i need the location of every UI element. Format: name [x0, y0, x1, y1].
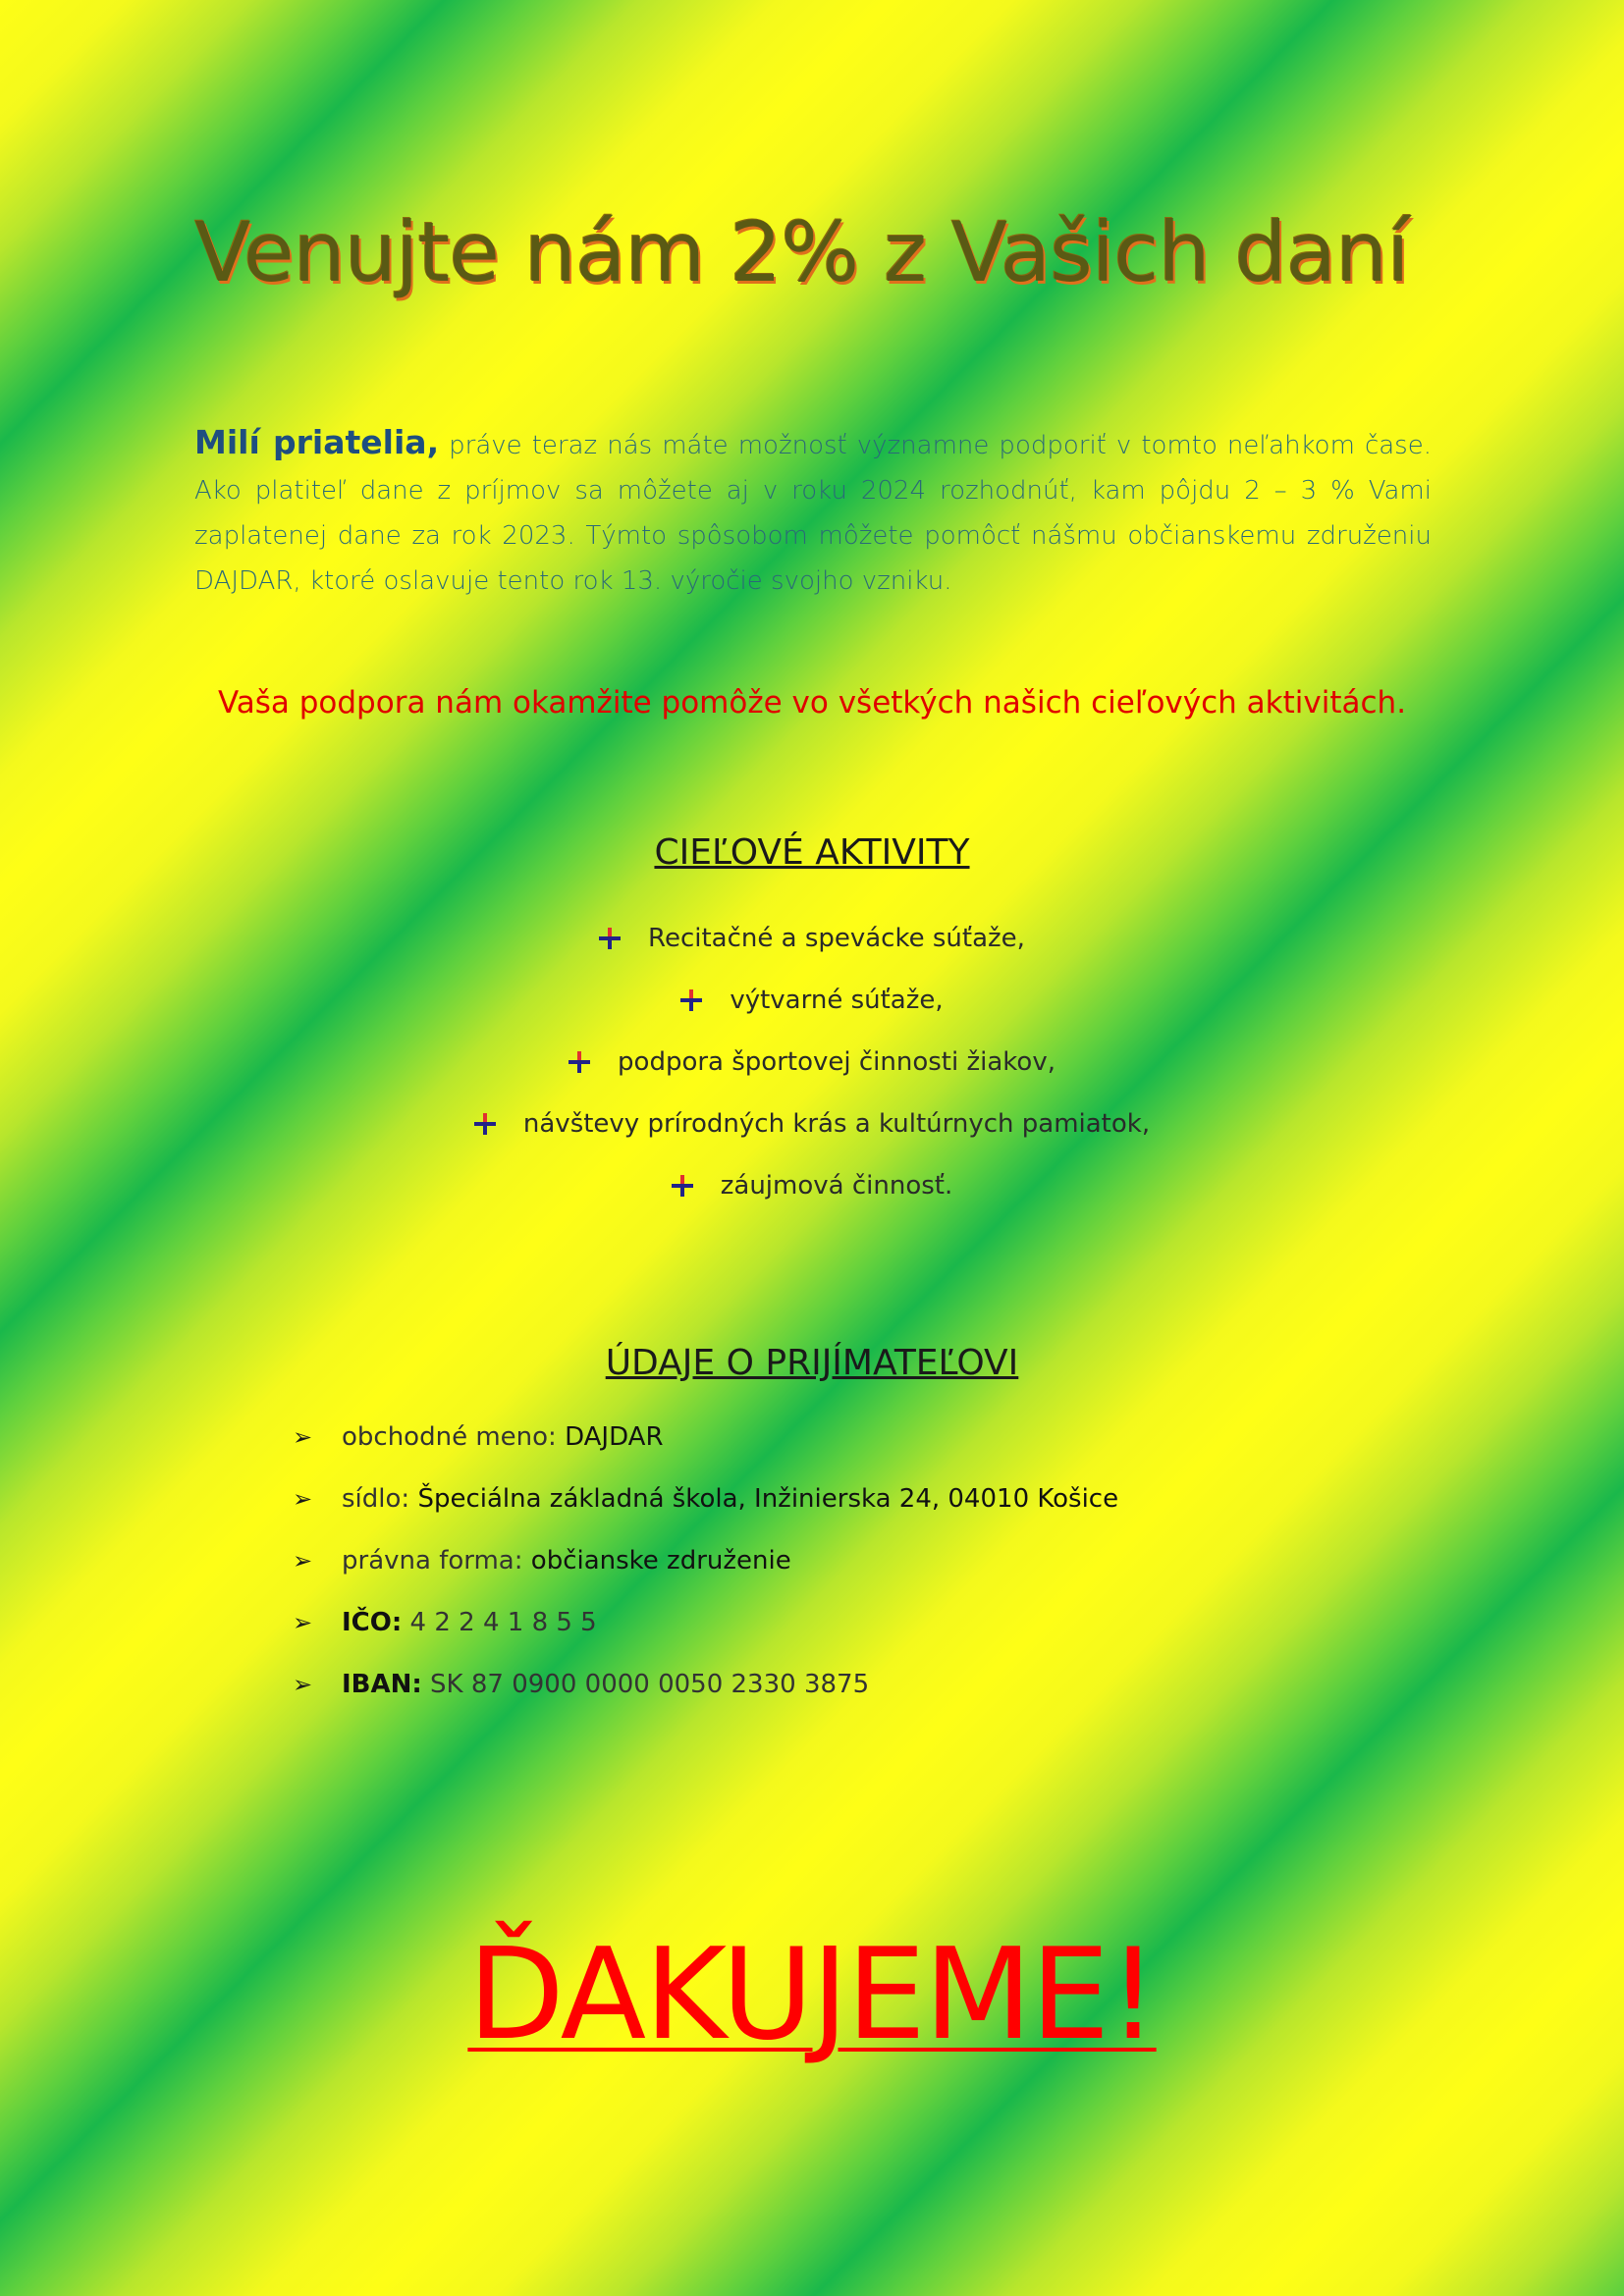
detail-value: občianske združenie	[530, 1545, 791, 1575]
arrowhead-bullet-icon: ➢	[293, 1670, 313, 1698]
list-item	[293, 1468, 1118, 1529]
activity-text: Recitačné a spevácke súťaže,	[648, 923, 1025, 953]
cross-bullet-icon	[680, 989, 702, 1011]
detail-value: Špeciálna základná škola, Inžinierska 24, 04010 Košice	[417, 1483, 1119, 1514]
arrowhead-bullet-icon: ➢	[293, 1484, 313, 1513]
cross-bullet-icon	[474, 1113, 496, 1135]
list-item	[0, 1093, 1624, 1154]
list-item	[293, 1653, 1118, 1715]
list-item	[0, 1154, 1624, 1216]
cross-bullet-icon	[599, 928, 621, 949]
activities-heading: CIEĽOVÉ AKTIVITY	[654, 832, 970, 873]
arrowhead-bullet-icon: ➢	[293, 1546, 313, 1575]
intro-lead: Milí priatelia,	[194, 423, 440, 461]
recipient-details-list	[293, 1406, 1118, 1715]
activities-list	[0, 907, 1624, 1216]
list-item	[293, 1406, 1118, 1468]
recipient-heading: ÚDAJE O PRIJÍMATEĽOVI	[605, 1343, 1019, 1383]
activity-text: záujmová činnosť.	[720, 1170, 953, 1201]
list-item	[0, 1031, 1624, 1093]
arrowhead-bullet-icon: ➢	[293, 1608, 313, 1636]
intro-body: práve teraz nás máte možnosť významne podporiť v tomto neľahkom čase. Ako platiteľ dane z príjmov sa môžete aj v roku 2024 rozhodnúť, kam pôjdu 2 – 3 % Vami zaplatenej dane za rok 2023. Týmto spôsobom môžete pomôcť nášmu občianskemu združeniu DAJDAR, ktoré oslavuje tento rok 13. výročie svojho vzniku.	[194, 431, 1432, 596]
list-item	[293, 1591, 1118, 1653]
page-title: Venujte nám 2% z Vašich daní	[194, 204, 1409, 300]
detail-value: 4 2 2 4 1 8 5 5	[409, 1607, 597, 1637]
detail-value: SK 87 0900 0000 0050 2330 3875	[430, 1669, 870, 1699]
activity-text: výtvarné súťaže,	[730, 985, 944, 1015]
thanks-banner: ĎAKUJEME!	[467, 1922, 1157, 2068]
cross-bullet-icon	[568, 1051, 590, 1073]
detail-label: IČO:	[342, 1607, 403, 1637]
detail-label: IBAN:	[342, 1669, 422, 1699]
arrowhead-bullet-icon: ➢	[293, 1422, 313, 1451]
detail-label: právna forma:	[342, 1545, 523, 1575]
activity-text: podpora športovej činnosti žiakov,	[618, 1046, 1056, 1077]
cross-bullet-icon	[672, 1175, 693, 1197]
list-item	[293, 1529, 1118, 1591]
list-item	[0, 969, 1624, 1031]
intro-paragraph	[194, 420, 1432, 604]
support-statement: Vaša podpora nám okamžite pomôže vo všetkých našich cieľových aktivitách.	[217, 685, 1407, 721]
list-item	[0, 907, 1624, 969]
activity-text: návštevy prírodných krás a kultúrnych pamiatok,	[522, 1108, 1151, 1139]
detail-label: sídlo:	[342, 1483, 410, 1514]
detail-label: obchodné meno:	[342, 1421, 557, 1452]
detail-value: DAJDAR	[565, 1421, 664, 1452]
